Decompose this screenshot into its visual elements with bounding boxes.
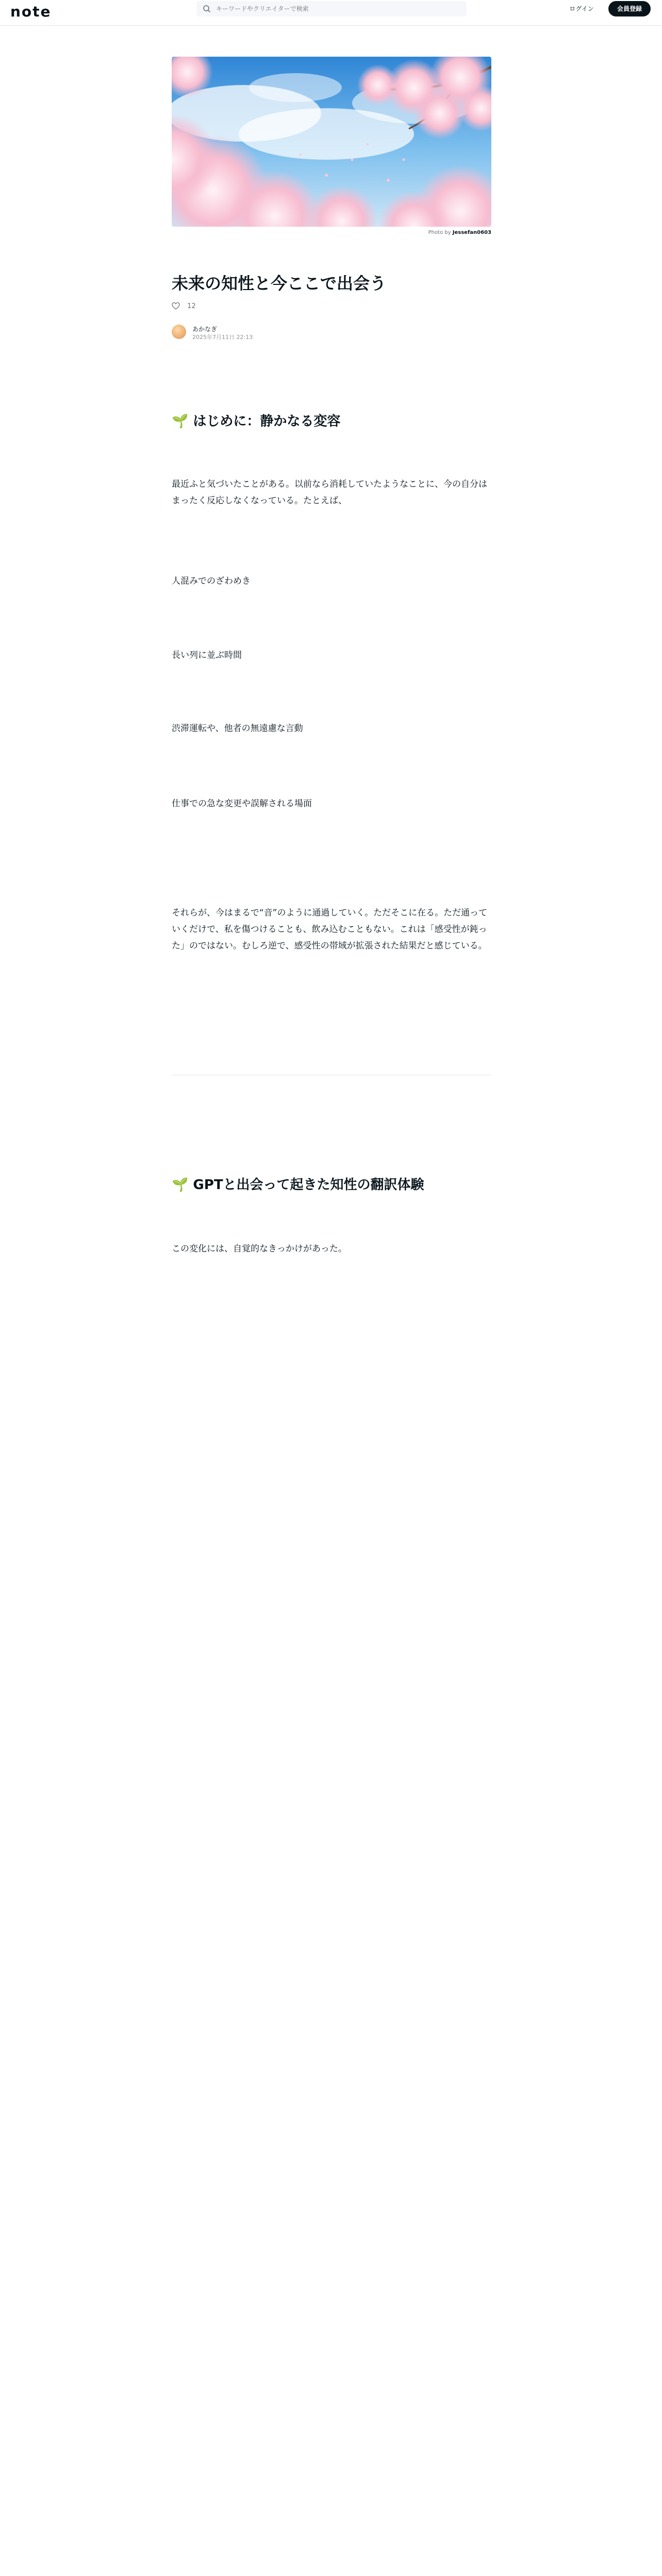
heading-gpt: 🌱 GPTと出会って起きた知性の翻訳体験 (172, 1177, 424, 1193)
list-item: 長い列に並ぶ時間 (172, 650, 242, 660)
credit-author-link[interactable]: Jessefan0603 (452, 230, 491, 235)
search-box[interactable] (196, 1, 467, 16)
like-count: 12 (187, 302, 196, 310)
list-item: 仕事での急な変更や誤解される場面 (172, 799, 312, 809)
heart-icon[interactable] (172, 302, 180, 310)
avatar[interactable] (172, 325, 186, 339)
like-row[interactable] (172, 302, 196, 313)
search-icon (203, 5, 211, 13)
paragraph: それらが、今はまるで“音”のように通過していく。ただそこに在る。ただ通っていくだけで、私を傷つけることも、飲み込むこともない。これは「感受性が鈍った」のではない。むしろ逆で、感受性の帯域が拡張された結果だと感じている。 (172, 908, 488, 951)
search-input[interactable] (216, 1, 458, 16)
article-title: 未来の知性と今ここで出会う (172, 274, 387, 293)
list-item: 渋滞運転や、他者の無遠慮な言動 (172, 723, 303, 734)
publish-date: 2025年7月11日 22:13 (192, 334, 253, 341)
hero-image (172, 57, 491, 227)
note-logo[interactable]: note (10, 3, 52, 20)
login-button[interactable]: ログイン (569, 5, 594, 12)
paragraph: 最近ふと気づいたことがある。以前なら消耗していたようなことに、今の自分はまったく反応しなくなっている。たとえば、 (172, 479, 487, 506)
photo-credit (172, 230, 491, 235)
top-header (0, 0, 662, 26)
list-item: 人混みでのざわめき (172, 576, 251, 586)
cherry-blossom-illustration (172, 57, 491, 227)
author-name[interactable]: あかなぎ (192, 326, 218, 333)
credit-prefix: Photo by (428, 230, 451, 235)
paragraph: この変化には、自覚的なきっかけがあった。 (172, 1244, 347, 1254)
heading-intro: 🌱 はじめに：静かなる変容 (172, 414, 341, 429)
signup-button[interactable]: 会員登録 (608, 1, 651, 16)
